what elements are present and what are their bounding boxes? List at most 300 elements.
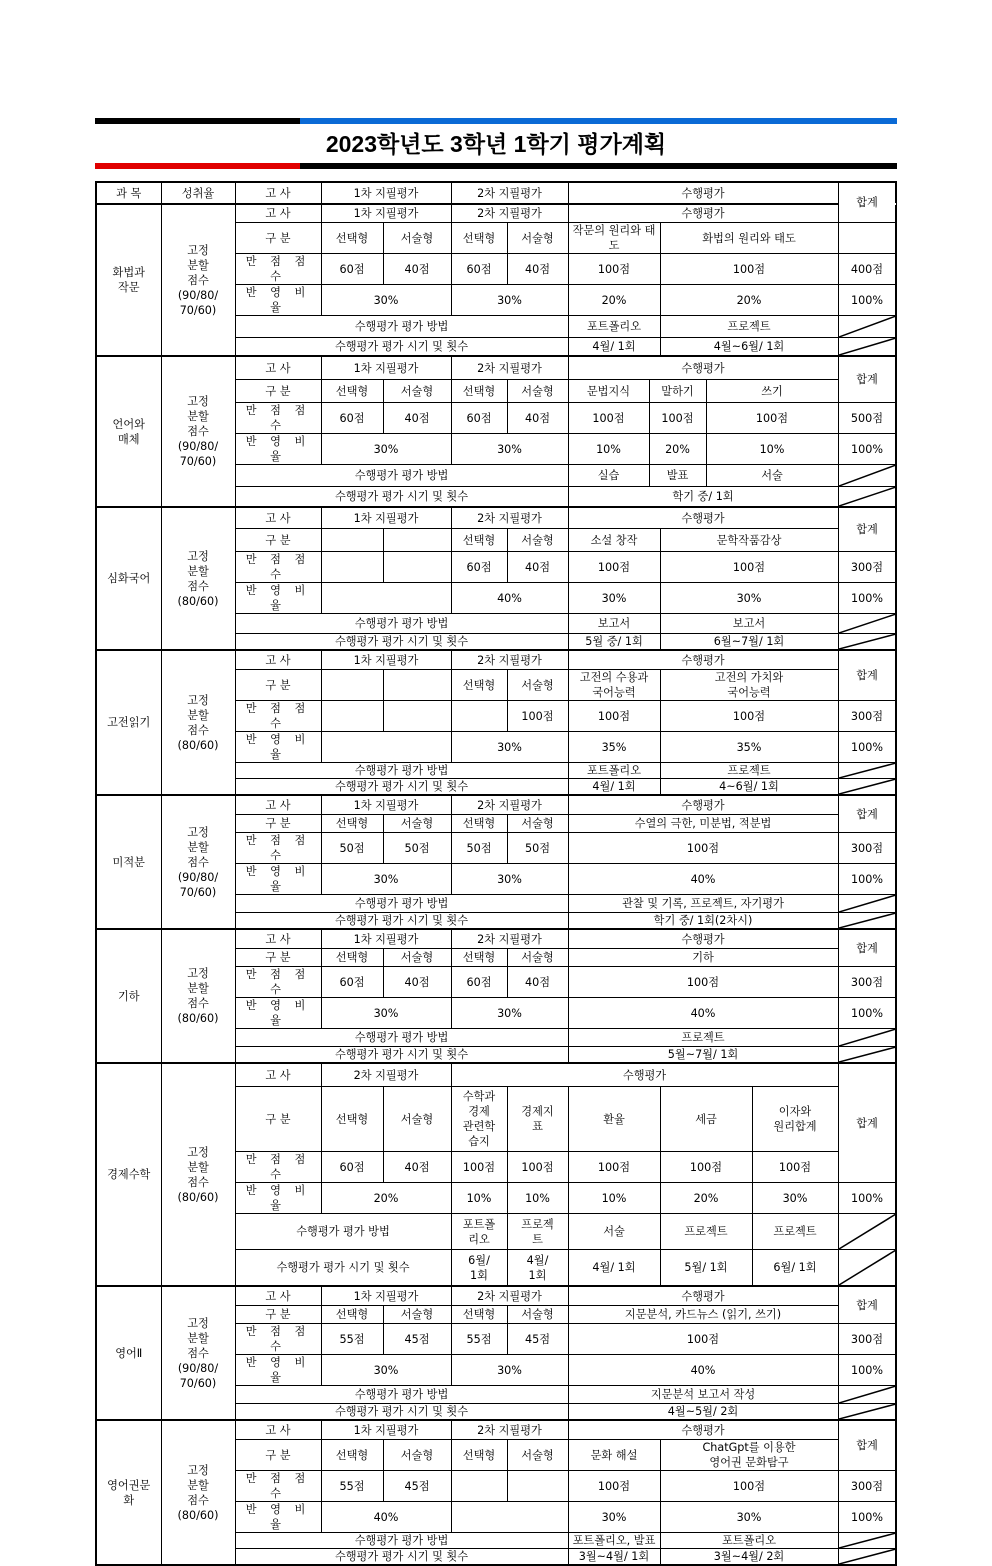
timing-label: 수행평가 평가 시기 및 횟수 — [235, 634, 568, 651]
achievement-line: 분할 — [187, 258, 209, 272]
method-total-blank — [838, 465, 896, 487]
full-score-label: 만 점 점 수 — [235, 1324, 321, 1355]
subject-name — [96, 1420, 161, 1565]
performance-ratio-line: 30% — [601, 591, 627, 605]
written2-score: 55점 — [451, 1324, 507, 1355]
written2-score: 50점 — [451, 833, 507, 864]
performance-name — [507, 1087, 568, 1152]
method-total-blank — [838, 614, 896, 634]
timing-total-blank — [838, 1250, 896, 1287]
total-ratio: 100% — [838, 732, 896, 763]
written2-score: 40점 — [507, 552, 568, 583]
written1-type — [383, 670, 451, 701]
performance-method-line: 서술 — [761, 469, 783, 482]
subject-name — [96, 507, 161, 650]
performance-name-line: 문학작품감상 — [716, 533, 782, 547]
written1-ratio: 30% — [321, 998, 451, 1029]
written2-label: 2차 지필평가 — [451, 650, 568, 670]
achievement-line: 점수 — [187, 855, 209, 869]
written2-score: 60점 — [451, 254, 507, 285]
written2-score: 45점 — [507, 1324, 568, 1355]
written1-label: 1차 지필평가 — [321, 650, 451, 670]
timing-label: 수행평가 평가 시기 및 횟수 — [235, 1047, 568, 1064]
subject-name — [96, 1286, 161, 1420]
written1-label: 1차 지필평가 — [321, 356, 451, 380]
performance-name-line: 고전의 수용과 — [579, 671, 649, 684]
performance-score-line: 100점 — [661, 411, 694, 425]
table-row — [96, 182, 896, 204]
performance-name-line: 소설 창작 — [590, 533, 638, 547]
subject-name — [96, 356, 161, 507]
written2-score: 50점 — [507, 833, 568, 864]
ratio-label: 반 영 비 율 — [235, 732, 321, 763]
performance-method-line: 보고서 — [597, 617, 631, 630]
performance-ratio — [451, 1183, 507, 1214]
timing-total-blank — [838, 634, 896, 651]
total-label: 합계 — [838, 1063, 896, 1183]
achievement-cell — [161, 1063, 235, 1286]
written1-type: 선택형 — [321, 380, 383, 403]
written1-ratio: 30% — [321, 285, 451, 316]
full-score-label: 만 점 점 수 — [235, 967, 321, 998]
performance-ratio — [568, 864, 838, 895]
category-label: 구 분 — [235, 815, 321, 833]
achievement-line: 70/60) — [179, 885, 217, 899]
written1-score: 60점 — [321, 403, 383, 434]
performance-method-line: 프로젝 — [521, 1217, 554, 1231]
table-row — [96, 507, 896, 529]
written2-type: 선택형 — [321, 1087, 383, 1152]
performance-ratio-line: 20% — [693, 1191, 719, 1205]
performance-ratio — [568, 1355, 838, 1386]
top-bar-blue — [300, 118, 897, 124]
performance-name-line: 수학과 — [462, 1090, 496, 1103]
subject-name — [96, 795, 161, 929]
written2-score: 60점 — [451, 552, 507, 583]
performance-timing-line: 4월~6월/ 1회 — [713, 340, 785, 353]
written2-score: 40점 — [507, 403, 568, 434]
performance-name — [660, 1087, 752, 1152]
performance-method-line: 서술 — [603, 1225, 625, 1238]
performance-name — [660, 670, 838, 701]
subject-name — [96, 650, 161, 795]
performance-timing — [568, 913, 838, 930]
performance-name-line: 쓰기 — [761, 384, 783, 398]
total-label: 합계 — [838, 356, 896, 403]
performance-name — [568, 1087, 660, 1152]
performance-name-line: 영어권 문화탐구 — [709, 1456, 789, 1469]
performance-ratio — [660, 285, 838, 316]
achievement-line: 점수 — [187, 997, 209, 1010]
performance-ratio-line: 20% — [736, 293, 762, 307]
diagonal-line-icon — [839, 316, 896, 337]
performance-label: 수행평가 — [568, 795, 838, 815]
timing-total-blank — [838, 338, 896, 357]
written1-label: 1차 지필평가 — [321, 795, 451, 815]
performance-method-line: 포트폴 — [462, 1217, 496, 1231]
total-score: 300점 — [838, 1324, 896, 1355]
performance-method-line: 지문분석 보고서 작성 — [650, 1388, 756, 1401]
performance-name-line: 이자와 — [778, 1105, 812, 1118]
written2-label: 2차 지필평가 — [451, 929, 568, 949]
performance-ratio — [568, 998, 838, 1029]
performance-ratio-line: 10% — [759, 442, 785, 456]
written1-type: 서술형 — [383, 1306, 451, 1324]
subject-name-line: 기하 — [117, 989, 140, 1003]
written2-label: 2차 지필평가 — [451, 1420, 568, 1440]
performance-timing-line: 6월/ 1회 — [773, 1261, 817, 1274]
written2-ratio: 30% — [451, 732, 568, 763]
performance-method — [451, 1214, 507, 1250]
total-ratio: 100% — [838, 1502, 896, 1533]
written1-score — [321, 552, 383, 583]
written2-type: 선택형 — [451, 380, 507, 403]
written1-label: 1차 지필평가 — [321, 507, 451, 529]
subject-name-line: 영어Ⅱ — [115, 1346, 143, 1360]
total-ratio: 100% — [838, 583, 896, 614]
performance-ratio — [649, 434, 706, 465]
method-label: 수행평가 평가 방법 — [235, 316, 568, 338]
achievement-line: (90/80/ — [177, 1361, 219, 1375]
performance-timing — [568, 1250, 660, 1287]
written1-type — [321, 670, 383, 701]
ratio-label: 반 영 비 율 — [235, 1183, 321, 1214]
performance-name-line: 원리합계 — [773, 1120, 817, 1133]
performance-score-line: 100점 — [521, 1160, 554, 1174]
written1-ratio — [321, 732, 451, 763]
subject-name-line: 영어권문 — [107, 1478, 151, 1492]
total-ratio: 100% — [838, 1183, 896, 1214]
performance-method — [568, 1214, 660, 1250]
table-row — [96, 795, 896, 815]
performance-name — [568, 529, 660, 552]
performance-method — [660, 1533, 838, 1549]
performance-score-line: 100점 — [755, 411, 789, 425]
performance-name-line: 지문분석, 카드뉴스 (읽기, 쓰기) — [624, 1308, 782, 1321]
method-total-blank — [838, 895, 896, 913]
performance-name-line: 경제지 — [521, 1105, 554, 1118]
written2-ratio: 30% — [451, 1355, 568, 1386]
performance-method-line: 프로젝트 — [684, 1225, 728, 1238]
achievement-line: 분할 — [187, 982, 209, 995]
achievement-line: 고정 — [187, 967, 209, 980]
performance-timing — [568, 1047, 838, 1064]
performance-name-line: 세금 — [695, 1112, 717, 1126]
achievement-line: 고정 — [187, 1316, 209, 1330]
written1-score — [383, 552, 451, 583]
diagonal-line-icon — [839, 338, 896, 355]
written1-ratio: 30% — [321, 434, 451, 465]
performance-name-line: 수열의 극한, 미분법, 적분법 — [634, 817, 772, 830]
written1-ratio: 30% — [321, 1355, 451, 1386]
performance-score — [660, 1471, 838, 1502]
achievement-line: 70/60) — [179, 303, 217, 317]
performance-name-line: 말하기 — [661, 384, 694, 398]
timing-label: 수행평가 평가 시기 및 횟수 — [235, 779, 568, 796]
performance-score-line: 100점 — [597, 709, 631, 723]
achievement-line: 분할 — [187, 1331, 209, 1345]
performance-timing-line: 4~6월/ 1회 — [719, 780, 779, 793]
total-score: 300점 — [838, 833, 896, 864]
achievement-line: 점수 — [187, 1175, 209, 1189]
total-ratio: 100% — [838, 864, 896, 895]
achievement-line: 고정 — [187, 549, 209, 563]
performance-name — [568, 1306, 838, 1324]
performance-score — [568, 552, 660, 583]
written2-score — [451, 701, 507, 732]
written1-label: 1차 지필평가 — [321, 929, 451, 949]
performance-score — [568, 403, 649, 434]
achievement-cell — [161, 650, 235, 795]
method-total-blank — [838, 1386, 896, 1404]
performance-name — [568, 380, 649, 403]
bottom-bar-red — [95, 163, 300, 169]
table-row — [96, 204, 896, 223]
exam-label: 고 사 — [235, 356, 321, 380]
written1-score: 60점 — [321, 967, 383, 998]
total-score: 300점 — [838, 967, 896, 998]
performance-name-line: 관련학 — [462, 1120, 496, 1133]
performance-ratio-line: 10% — [525, 1191, 550, 1205]
achievement-line: 점수 — [187, 1346, 209, 1360]
achievement-line: 고정 — [187, 243, 209, 257]
diagonal-line-icon — [839, 614, 896, 633]
subject-name-line: 화법과 — [112, 266, 145, 279]
performance-timing-line: 4월/ 1회 — [592, 780, 636, 793]
subject-name-line: 매체 — [117, 432, 140, 446]
written2-ratio: 30% — [451, 998, 568, 1029]
performance-timing — [568, 634, 660, 651]
performance-timing-line: 5월~7월/ 1회 — [667, 1048, 739, 1061]
performance-score — [451, 1152, 507, 1183]
performance-name-line: 기하 — [692, 951, 714, 964]
written1-label: 1차 지필평가 — [321, 1420, 451, 1440]
performance-ratio — [752, 1183, 838, 1214]
performance-name — [706, 380, 838, 403]
written2-score: 40점 — [507, 967, 568, 998]
performance-ratio — [660, 583, 838, 614]
written2-type: 서술형 — [383, 1087, 451, 1152]
ratio-label: 반 영 비 율 — [235, 434, 321, 465]
method-label: 수행평가 평가 방법 — [235, 1533, 568, 1549]
diagonal-line-icon — [839, 1404, 896, 1419]
performance-method — [660, 763, 838, 779]
achievement-line: 분할 — [187, 1160, 209, 1174]
achievement-line: 분할 — [187, 708, 209, 722]
performance-ratio — [568, 1183, 660, 1214]
subject-name — [96, 929, 161, 1063]
written1-score: 40점 — [383, 967, 451, 998]
performance-method-line: 프로젝트 — [681, 1031, 725, 1044]
performance-timing-line: 4월~5월/ 2회 — [667, 1405, 739, 1418]
ratio-label: 반 영 비 율 — [235, 998, 321, 1029]
full-score-label: 만 점 점 수 — [235, 254, 321, 285]
achievement-cell — [161, 929, 235, 1063]
achievement-line: 고정 — [187, 825, 209, 839]
performance-method — [568, 1533, 660, 1549]
performance-name-line: 습지 — [468, 1135, 490, 1148]
ratio-label: 반 영 비 율 — [235, 1502, 321, 1533]
full-score-label: 만 점 점 수 — [235, 1471, 321, 1502]
full-score-label: 만 점 점 수 — [235, 1152, 321, 1183]
achievement-line: (80/60) — [177, 738, 219, 752]
full-score-label: 만 점 점 수 — [235, 552, 321, 583]
subject-name-line: 화 — [123, 1493, 135, 1507]
page-title: 2023학년도 3학년 1학기 평가계획 — [325, 131, 667, 157]
performance-score-line: 100점 — [597, 1479, 631, 1493]
performance-method — [568, 316, 660, 338]
performance-method — [660, 316, 838, 338]
performance-method — [568, 763, 660, 779]
written2-type: 서술형 — [507, 815, 568, 833]
method-total-blank — [838, 1533, 896, 1549]
performance-timing-line: 6월~7월/ 1회 — [713, 635, 785, 648]
performance-method-line: 프로젝트 — [773, 1225, 817, 1238]
method-label: 수행평가 평가 방법 — [235, 763, 568, 779]
written2-type: 선택형 — [451, 1440, 507, 1471]
performance-score-line: 100점 — [462, 1160, 496, 1174]
performance-name-line: 국어능력 — [727, 686, 771, 699]
timing-label: 수행평가 평가 시기 및 횟수 — [235, 338, 568, 357]
total-ratio: 100% — [838, 1355, 896, 1386]
total-label: 합계 — [838, 507, 896, 552]
written2-ratio: 30% — [451, 434, 568, 465]
performance-name-line: 국어능력 — [592, 686, 636, 699]
performance-label: 수행평가 — [568, 929, 838, 949]
written2-type: 서술형 — [507, 949, 568, 967]
ratio-label: 반 영 비 율 — [235, 583, 321, 614]
performance-name — [568, 949, 838, 967]
timing-total-blank — [838, 1047, 896, 1064]
diagonal-line-icon — [839, 779, 896, 794]
performance-method — [660, 614, 838, 634]
total-ratio: 100% — [838, 285, 896, 316]
performance-score — [649, 403, 706, 434]
diagonal-line-icon — [839, 487, 896, 506]
method-label: 수행평가 평가 방법 — [235, 1214, 451, 1250]
performance-method-line: 프로젝트 — [727, 320, 771, 333]
written2-type: 선택형 — [451, 529, 507, 552]
achievement-line: 고정 — [187, 693, 209, 707]
method-total-blank — [838, 763, 896, 779]
performance-ratio-line: 40% — [690, 1006, 716, 1020]
performance-method — [649, 465, 706, 487]
achievement-line: 분할 — [187, 1478, 209, 1492]
table-row — [96, 650, 896, 670]
diagonal-line-icon — [839, 1214, 896, 1249]
performance-method-line: 프로젝트 — [727, 764, 771, 777]
performance-name-line: 환율 — [603, 1112, 625, 1126]
written1-type: 선택형 — [321, 1440, 383, 1471]
achievement-line: 분할 — [187, 564, 209, 578]
achievement-line: 점수 — [187, 579, 209, 593]
performance-name-line: 표 — [532, 1120, 543, 1133]
written2-score: 40점 — [507, 254, 568, 285]
exam-label: 고 사 — [235, 1420, 321, 1440]
exam-label: 고 사 — [235, 204, 321, 223]
performance-ratio-line: 30% — [736, 591, 762, 605]
diagonal-line-icon — [839, 1549, 896, 1564]
exam-label: 고 사 — [235, 650, 321, 670]
performance-score — [752, 1152, 838, 1183]
subject-name-line: 심화국어 — [107, 572, 151, 585]
written2-label: 2차 지필평가 — [451, 795, 568, 815]
performance-timing-line: 5월/ 1회 — [684, 1261, 728, 1274]
performance-timing — [507, 1250, 568, 1287]
performance-method-line: 포트폴리오, 발표 — [572, 1534, 656, 1547]
full-score-label: 만 점 점 수 — [235, 403, 321, 434]
achievement-line: 분할 — [187, 410, 209, 423]
full-score-label: 만 점 점 수 — [235, 701, 321, 732]
written1-score: 50점 — [321, 833, 383, 864]
performance-method-line: 포트폴리오 — [586, 320, 642, 333]
performance-name — [752, 1087, 838, 1152]
written1-type — [383, 529, 451, 552]
performance-score-line: 100점 — [689, 1160, 723, 1174]
performance-name-line: 고전의 가치와 — [714, 671, 784, 684]
achievement-line: 70/60) — [179, 1376, 217, 1390]
performance-method — [568, 1386, 838, 1404]
header-achievement: 성취율 — [161, 182, 235, 204]
performance-score-line: 100점 — [732, 1479, 766, 1493]
performance-timing-line: 1회 — [470, 1268, 488, 1282]
ratio-label: 반 영 비 율 — [235, 285, 321, 316]
category-label: 구 분 — [235, 1440, 321, 1471]
achievement-line: 점수 — [187, 723, 209, 737]
performance-score-line: 100점 — [686, 975, 720, 989]
performance-label: 수행평가 — [568, 356, 838, 380]
performance-score — [568, 1324, 838, 1355]
written2-ratio: 30% — [451, 864, 568, 895]
total-label: 합계 — [838, 929, 896, 967]
written1-type — [321, 529, 383, 552]
performance-name — [660, 223, 838, 254]
written2-ratio: 30% — [451, 285, 568, 316]
performance-timing-line: 5월 중/ 1회 — [585, 635, 643, 648]
performance-label: 수행평가 — [568, 650, 838, 670]
table-row — [96, 1420, 896, 1440]
written2-ratio: 20% — [321, 1183, 451, 1214]
written2-label: 2차 지필평가 — [321, 1063, 451, 1087]
performance-name — [568, 223, 660, 254]
total-label: 합계 — [838, 1420, 896, 1471]
exam-label: 고 사 — [235, 795, 321, 815]
header-subject: 과 목 — [96, 182, 161, 204]
performance-score — [568, 833, 838, 864]
performance-name — [568, 1440, 660, 1471]
performance-name-line: 작문의 원리와 태도 — [572, 224, 656, 252]
written1-score — [383, 701, 451, 732]
method-label: 수행평가 평가 방법 — [235, 465, 568, 487]
exam-label: 고 사 — [235, 929, 321, 949]
performance-timing — [752, 1250, 838, 1287]
category-label: 구 분 — [235, 949, 321, 967]
achievement-line: 분할 — [187, 840, 209, 854]
written2-type: 선택형 — [451, 815, 507, 833]
total-score: 400점 — [838, 254, 896, 285]
ratio-label: 반 영 비 율 — [235, 864, 321, 895]
table-row — [96, 1286, 896, 1306]
performance-score — [568, 254, 660, 285]
performance-method-line: 포트폴리오 — [721, 1534, 777, 1547]
diagonal-line-icon — [839, 763, 896, 778]
category-label: 구 분 — [235, 670, 321, 701]
written1-ratio: 30% — [321, 864, 451, 895]
diagonal-line-icon — [839, 634, 896, 649]
top-bar-black — [95, 118, 300, 124]
achievement-line: 점수 — [187, 273, 209, 287]
subject-name-line: 언어와 — [112, 417, 145, 431]
